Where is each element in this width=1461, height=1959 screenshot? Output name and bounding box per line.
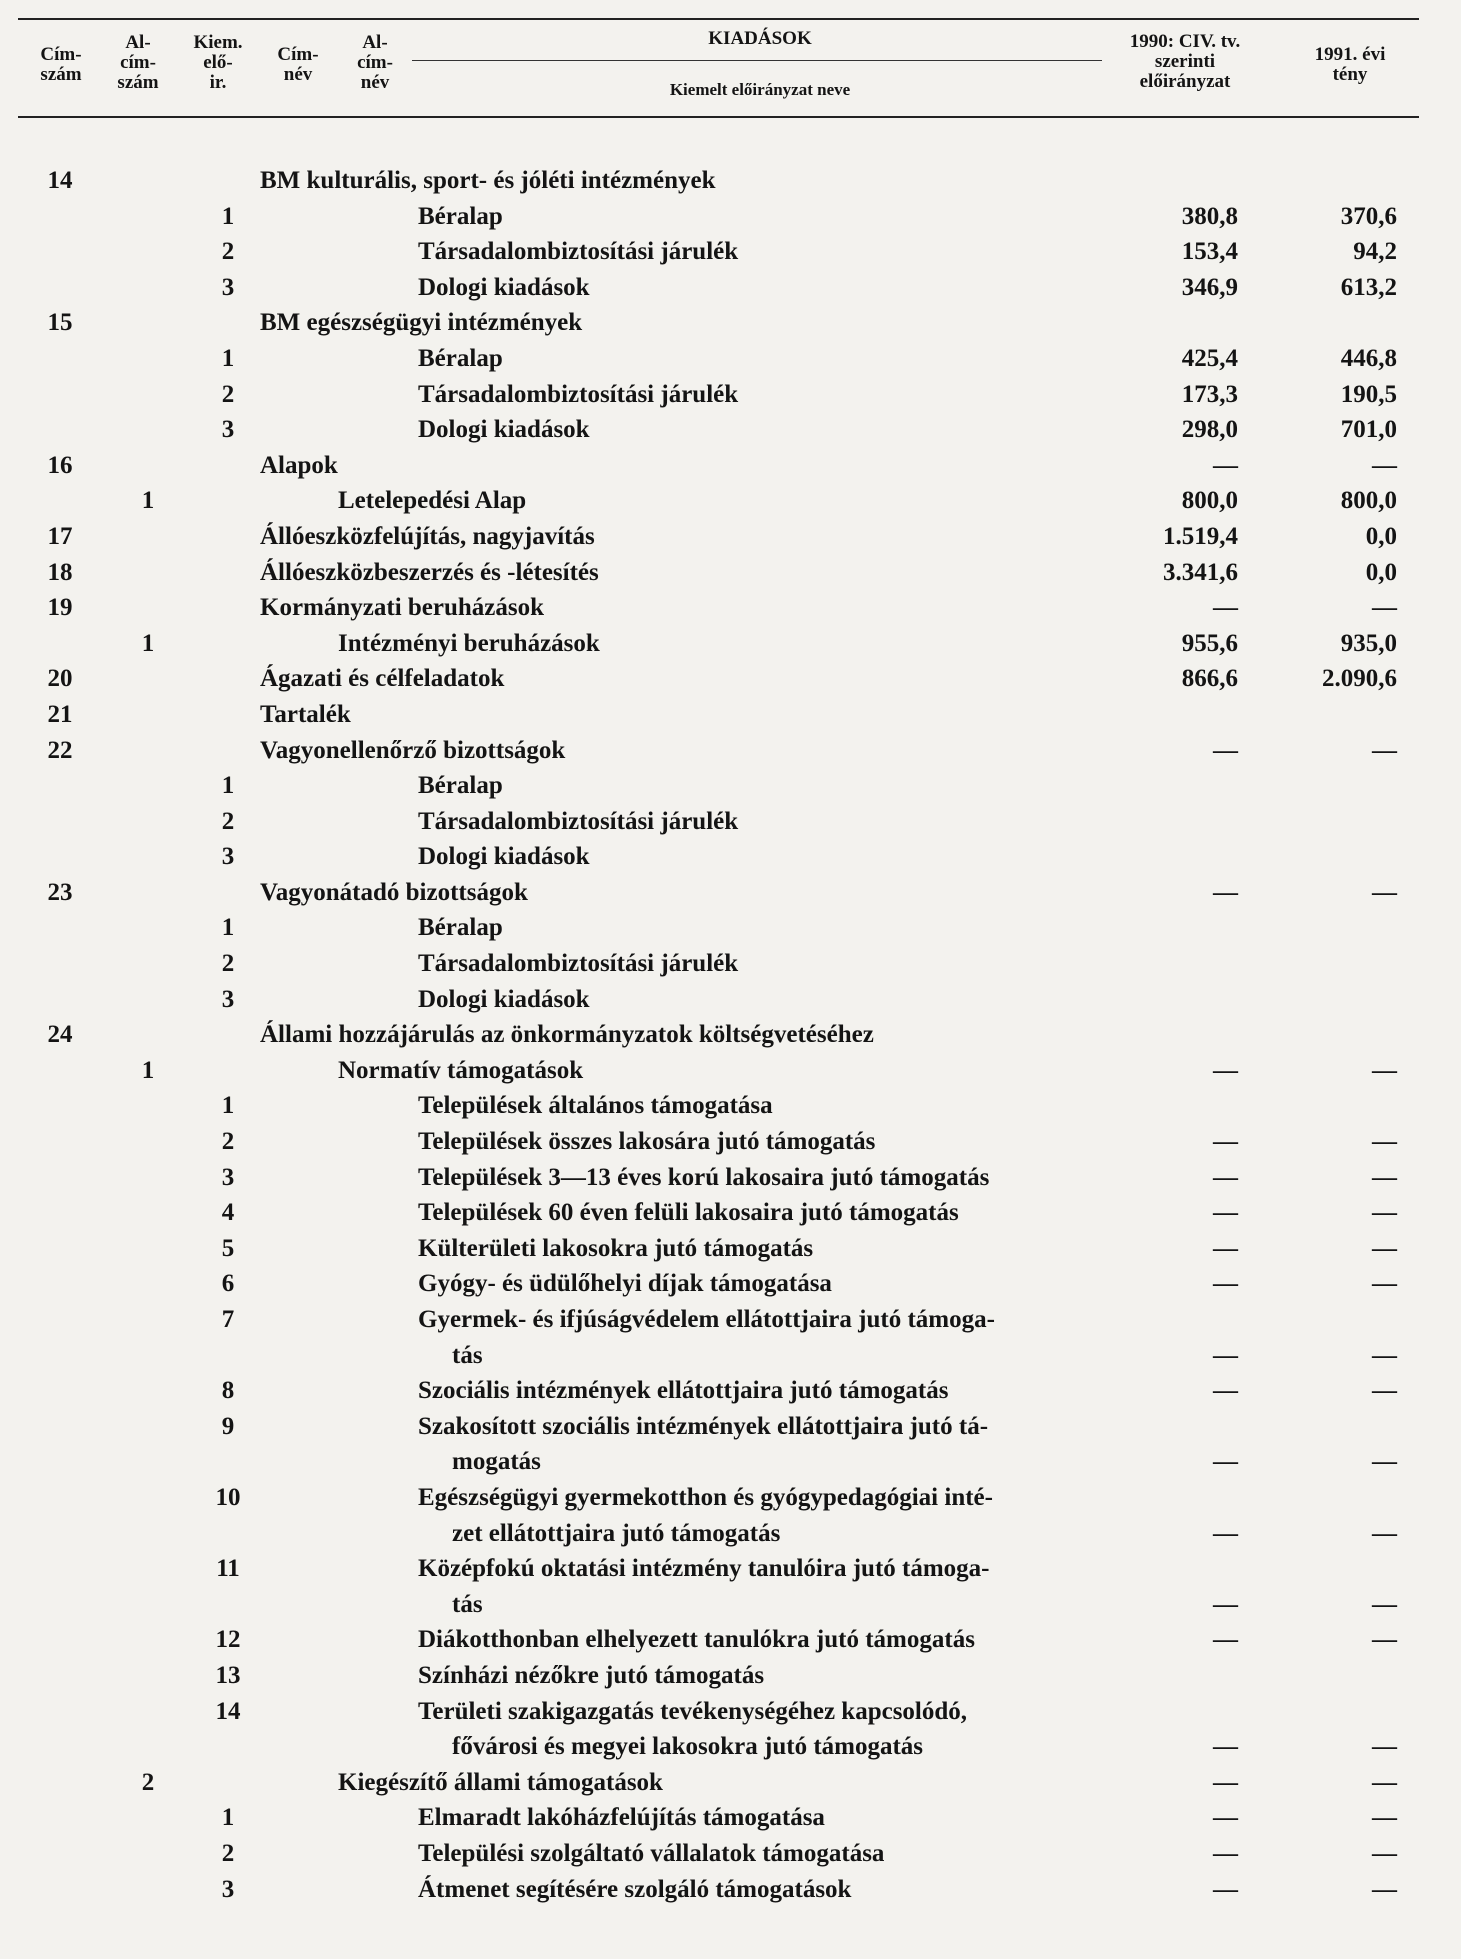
table-row [0, 341, 1461, 377]
value-1990: 380,8 [1181, 202, 1238, 230]
item-name: Külterületi lakosokra jutó támogatás [418, 1234, 814, 1262]
item-name: Állami hozzájárulás az önkormányzatok költségvetéséhez [260, 1021, 874, 1049]
value-1991: 701,0 [1340, 416, 1397, 444]
item-name: Tartalék [260, 700, 351, 728]
value-1990: — [1213, 1768, 1238, 1796]
cim-number: 22 [47, 736, 73, 764]
header-kiadasok: KIADÁSOK [708, 28, 812, 49]
cim-number: 24 [47, 1021, 73, 1049]
table-row [0, 1195, 1461, 1231]
item-name: Települések 3—13 éves korú lakosaira jutó támogatás [418, 1163, 990, 1191]
value-1991: — [1372, 1733, 1397, 1761]
kiem-number: 3 [221, 843, 235, 871]
item-name: Elmaradt lakóházfelújítás támogatása [418, 1804, 825, 1832]
kiem-number: 2 [221, 950, 235, 978]
item-name: Ágazati és célfeladatok [260, 665, 505, 693]
item-name: Béralap [418, 344, 503, 372]
item-name: Gyermek- és ifjúságvédelem ellátottjaira jutó támoga- tás [418, 1306, 995, 1369]
value-1991: — [1372, 1377, 1397, 1405]
item-name: Vagyonátadó bizottságok [260, 878, 528, 906]
value-1991: — [1372, 1590, 1397, 1618]
value-1991: 935,0 [1340, 629, 1397, 657]
value-1991: 2.090,6 [1322, 665, 1397, 693]
item-name: Letelepedési Alap [338, 487, 527, 515]
table-row [0, 1800, 1461, 1836]
kiem-number: 2 [221, 807, 235, 835]
value-1990: — [1213, 1234, 1238, 1262]
value-1990: 955,6 [1181, 629, 1238, 657]
value-1990: — [1213, 1056, 1238, 1084]
value-1991: — [1372, 1234, 1397, 1262]
value-1990: 800,0 [1181, 487, 1238, 515]
header-cimnev: Cím- név [277, 44, 319, 85]
item-name: Települések általános támogatása [418, 1092, 773, 1120]
table-row [0, 163, 1461, 199]
alcim-number: 2 [141, 1768, 155, 1796]
value-1991: — [1372, 1875, 1397, 1903]
value-1990: 1.519,4 [1163, 522, 1238, 550]
value-1991: — [1372, 1341, 1397, 1369]
value-1990: 346,9 [1181, 273, 1238, 301]
item-name: Normatív támogatások [338, 1056, 584, 1084]
value-1991: 0,0 [1365, 558, 1397, 586]
item-name: Dologi kiadások [418, 273, 590, 301]
header-alcimszam: Al- cím- szám [117, 32, 159, 93]
value-1991: — [1372, 594, 1397, 622]
table-row [0, 1836, 1461, 1872]
value-1990: — [1213, 1199, 1238, 1227]
top-rule [18, 18, 1419, 20]
item-name: Társadalombiztosítási járulék [418, 238, 739, 266]
cim-number: 21 [47, 700, 73, 728]
item-name: Társadalombiztosítási járulék [418, 380, 739, 408]
table-row [0, 1266, 1461, 1302]
table-row [0, 1160, 1461, 1196]
value-1990: 866,6 [1181, 665, 1238, 693]
value-1991: — [1372, 1056, 1397, 1084]
table-row [0, 1088, 1461, 1124]
kiem-number: 1 [221, 1092, 235, 1120]
cim-number: 16 [47, 451, 73, 479]
kiem-number: 8 [221, 1377, 235, 1405]
header-1991: 1991. évi tény [1314, 44, 1386, 85]
kiem-number: 11 [216, 1555, 240, 1583]
table-row [0, 305, 1461, 341]
table-row [0, 626, 1461, 662]
value-1990: — [1213, 1590, 1238, 1618]
value-1990: — [1213, 1519, 1238, 1547]
value-1991: — [1372, 1128, 1397, 1156]
value-1990: — [1213, 1270, 1238, 1298]
item-name: Dologi kiadások [418, 985, 590, 1013]
kiem-number: 2 [221, 1839, 235, 1867]
item-name: Intézményi beruházások [338, 629, 600, 657]
kiem-number: 3 [221, 1875, 235, 1903]
value-1990: — [1213, 1626, 1238, 1654]
item-name: Állóeszközbeszerzés és -létesítés [260, 558, 599, 586]
table-row [0, 270, 1461, 306]
item-name: Dologi kiadások [418, 843, 590, 871]
alcim-number: 1 [141, 487, 155, 515]
cim-number: 15 [47, 309, 73, 337]
table-row [0, 448, 1461, 484]
value-1990: — [1213, 1733, 1238, 1761]
table-row [0, 1409, 1461, 1480]
value-1990: — [1213, 1839, 1238, 1867]
item-name: Települések összes lakosára jutó támogatás [418, 1128, 876, 1156]
value-1990: 298,0 [1181, 416, 1238, 444]
table-row [0, 234, 1461, 270]
kiem-number: 1 [221, 344, 235, 372]
header-kiemelt: Kiemelt előirányzat neve [669, 80, 851, 99]
value-1991: — [1372, 1270, 1397, 1298]
value-1991: 94,2 [1353, 238, 1397, 266]
table-row [0, 519, 1461, 555]
item-name: Színházi nézőkre jutó támogatás [418, 1661, 765, 1689]
value-1990: — [1213, 1341, 1238, 1369]
table-row [0, 1658, 1461, 1694]
value-1990: 173,3 [1181, 380, 1238, 408]
value-1990: — [1213, 878, 1238, 906]
header-cimszam: Cím- szám [40, 44, 82, 85]
table-row [0, 839, 1461, 875]
table-row [0, 661, 1461, 697]
header-bottom-rule [18, 116, 1419, 118]
item-name: Társadalombiztosítási járulék [418, 950, 739, 978]
item-name: Béralap [418, 772, 503, 800]
kiem-number: 4 [221, 1199, 235, 1227]
table-row [0, 1053, 1461, 1089]
cim-number: 14 [47, 167, 73, 194]
item-name: Középfokú oktatási intézmény tanulóira jutó támoga- tás [418, 1555, 990, 1618]
value-1990: 153,4 [1181, 238, 1238, 266]
kiem-number: 3 [221, 1163, 235, 1191]
table-row [0, 982, 1461, 1018]
header-alcimnev: Al- cím- név [357, 32, 393, 93]
item-name: Béralap [418, 914, 503, 942]
kiem-number: 9 [221, 1412, 235, 1440]
value-1991: — [1372, 1199, 1397, 1227]
value-1991: — [1372, 1519, 1397, 1547]
value-1990: 425,4 [1181, 344, 1238, 372]
value-1991: — [1372, 1448, 1397, 1476]
item-name: Szociális intézmények ellátottjaira jutó támogatás [418, 1377, 949, 1405]
item-name: Területi szakigazgatás tevékenységéhez kapcsolódó, fővárosi és megyei lakosokra jutó támogatás [418, 1697, 968, 1761]
table-row [0, 910, 1461, 946]
value-1990: — [1213, 1163, 1238, 1191]
kiem-number: 2 [221, 380, 235, 408]
kiem-number: 12 [215, 1626, 241, 1654]
value-1991: — [1372, 736, 1397, 764]
kiem-number: 6 [221, 1270, 235, 1298]
kiem-number: 13 [215, 1661, 241, 1689]
item-name: Alapok [260, 451, 338, 479]
table-row [0, 1480, 1461, 1551]
value-1990: 3.341,6 [1163, 558, 1238, 586]
value-1990: — [1213, 736, 1238, 764]
table-row [0, 1017, 1461, 1053]
table-row [0, 946, 1461, 982]
cim-number: 20 [47, 665, 73, 693]
item-name: Átmenet segítésére szolgáló támogatások [418, 1875, 852, 1903]
item-name: Vagyonellenőrző bizottságok [260, 736, 566, 764]
table-row [0, 1231, 1461, 1267]
kiem-number: 7 [221, 1306, 235, 1333]
kiem-number: 3 [221, 273, 235, 301]
cim-number: 17 [47, 522, 73, 550]
value-1991: — [1372, 451, 1397, 479]
item-name: Dologi kiadások [418, 416, 590, 444]
table-row [0, 483, 1461, 519]
value-1991: — [1372, 1768, 1397, 1796]
value-1991: 613,2 [1340, 273, 1397, 301]
kiem-number: 5 [221, 1234, 235, 1262]
value-1991: — [1372, 1163, 1397, 1191]
table-row [0, 768, 1461, 804]
item-name: Diákotthonban elhelyezett tanulókra jutó támogatás [418, 1626, 975, 1654]
item-name: Állóeszközfelújítás, nagyjavítás [260, 522, 595, 550]
value-1991: 446,8 [1340, 344, 1397, 372]
kiadasok-rule [412, 60, 1102, 61]
table-row [0, 1622, 1461, 1658]
table-row [0, 1302, 1461, 1373]
item-name: BM egészségügyi intézmények [260, 309, 583, 337]
value-1990: — [1213, 1804, 1238, 1832]
header-kiem: Kiem. elő- ir. [193, 32, 243, 93]
value-1991: — [1372, 1626, 1397, 1654]
table-row [0, 697, 1461, 733]
item-name: Szakosított szociális intézmények ellátottjaira jutó tá- mogatás [418, 1412, 989, 1476]
kiem-number: 10 [215, 1483, 241, 1511]
value-1990: — [1213, 594, 1238, 622]
cim-number: 18 [47, 558, 73, 586]
header-1990: 1990: CIV. tv. szerinti előirányzat [1129, 31, 1241, 92]
table-row [0, 804, 1461, 840]
value-1991: 370,6 [1340, 202, 1397, 230]
value-1991: — [1372, 1804, 1397, 1832]
table-row [0, 377, 1461, 413]
item-name: Gyógy- és üdülőhelyi díjak támogatása [418, 1270, 832, 1298]
table-row [0, 412, 1461, 448]
kiem-number: 1 [221, 914, 235, 942]
kiem-number: 1 [221, 202, 235, 230]
value-1991: — [1372, 1839, 1397, 1867]
value-1990: — [1213, 1448, 1238, 1476]
item-name: BM kulturális, sport- és jóléti intézmények [260, 167, 716, 194]
kiem-number: 1 [221, 772, 235, 800]
table-row [0, 1694, 1461, 1765]
item-name: Kiegészítő állami támogatások [338, 1768, 663, 1796]
kiem-number: 2 [221, 238, 235, 266]
cim-number: 19 [47, 594, 73, 622]
table-row [0, 875, 1461, 911]
kiem-number: 3 [221, 985, 235, 1013]
table-row [0, 199, 1461, 235]
alcim-number: 1 [141, 1056, 155, 1084]
table-row [0, 1124, 1461, 1160]
table-row [0, 1551, 1461, 1622]
alcim-number: 1 [141, 629, 155, 657]
table-row [0, 1373, 1461, 1409]
item-name: Béralap [418, 202, 503, 230]
table-row [0, 1765, 1461, 1801]
value-1990: — [1213, 451, 1238, 479]
item-name: Kormányzati beruházások [260, 594, 545, 622]
table-row [0, 590, 1461, 626]
kiem-number: 1 [221, 1804, 235, 1832]
table-row [0, 555, 1461, 591]
kiem-number: 2 [221, 1128, 235, 1156]
kiem-number: 3 [221, 416, 235, 444]
item-name: Települések 60 éven felüli lakosaira jutó támogatás [418, 1199, 959, 1227]
kiem-number: 14 [215, 1697, 241, 1725]
item-name: Települési szolgáltató vállalatok támogatása [418, 1839, 885, 1867]
table-row [0, 733, 1461, 769]
value-1991: — [1372, 878, 1397, 906]
cim-number: 23 [47, 878, 73, 906]
item-name: Társadalombiztosítási járulék [418, 807, 739, 835]
value-1991: 0,0 [1365, 522, 1397, 550]
budget-table [0, 163, 1461, 1907]
item-name: Egészségügyi gyermekotthon és gyógypedagógiai inté- zet ellátottjaira jutó támogatás [418, 1483, 993, 1547]
value-1990: — [1213, 1377, 1238, 1405]
value-1991: 800,0 [1340, 487, 1397, 515]
value-1990: — [1213, 1128, 1238, 1156]
table-row [0, 1872, 1461, 1908]
value-1990: — [1213, 1875, 1238, 1903]
value-1991: 190,5 [1340, 380, 1397, 408]
